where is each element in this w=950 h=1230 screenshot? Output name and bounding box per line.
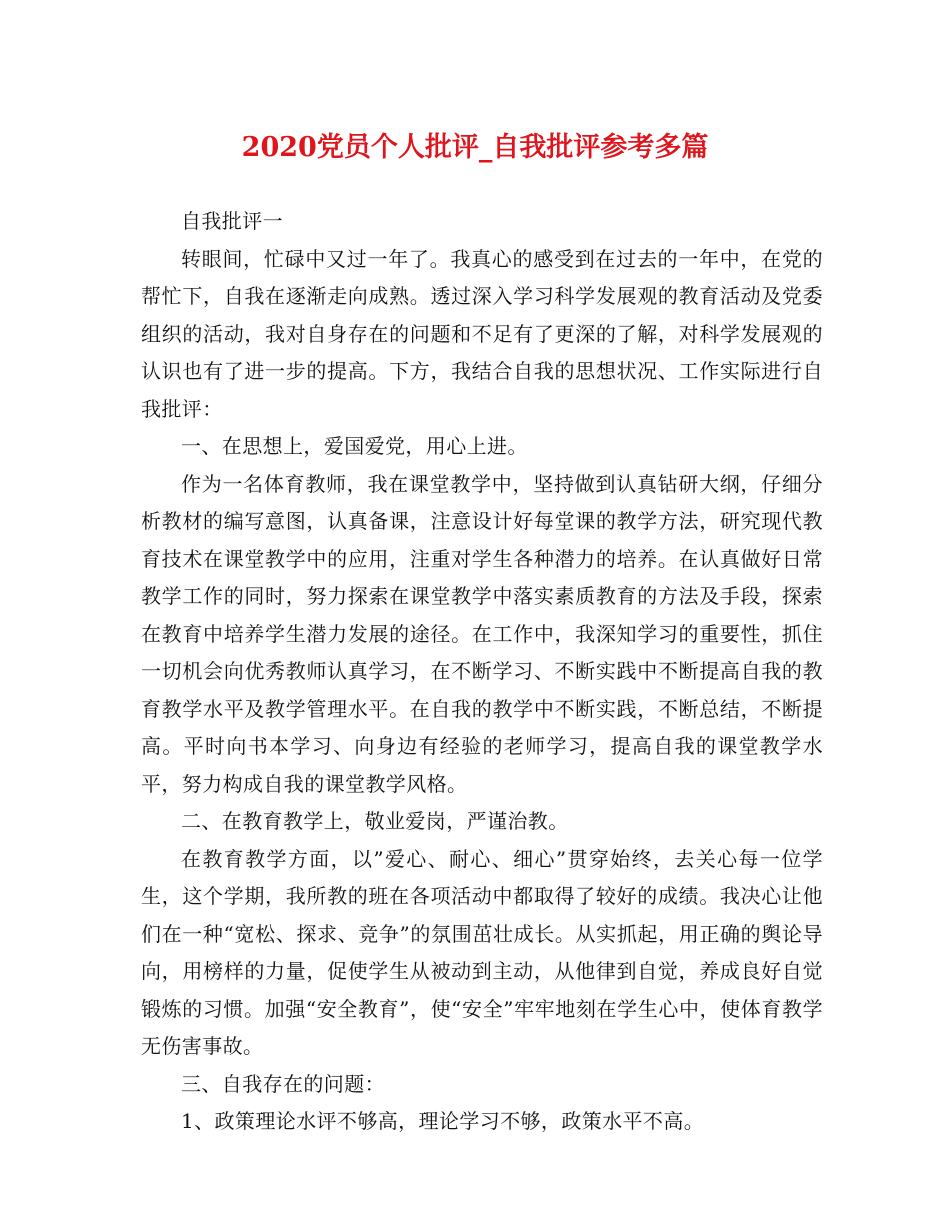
paragraph-education-details: 在教育教学方面，以”爱心、耐心、细心”贯穿始终，去关心每一位学生，这个学期，我所教的班在各项活动中都取得了较好的成绩。我决心让他们在一种“宽松、探求、竞争”的氛围茁壮成长。从实抓起，用正确的舆论导向，用榜样的力量，促使学生从被动到主动，从他律到自觉，养成良好自觉锻炼的习惯。加强“安全教育”，使“安全”牢牢地刻在学生心中，使体育教学无伤害事故。 (141, 846, 823, 1058)
paragraph-intro: 转眼间，忙碌中又过一年了。我真心的感受到在过去的一年中，在党的帮忙下，自我在逐渐走向成熟。透过深入学习科学发展观的教育活动及党委组织的活动，我对自身存在的问题和不足有了更深的了解，对科学发展观的认识也有了进一步的提高。下方，我结合自我的思想状况、工作实际进行自我批评： (141, 246, 823, 421)
section-heading-thought: 一、在思想上，爱国爱党，用心上进。 (181, 434, 528, 458)
document-body (141, 203, 823, 1141)
section-heading-problems: 三、自我存在的问题： (181, 1071, 385, 1096)
section-heading-education: 二、在教育教学上，敬业爱岗，严谨治教。 (181, 809, 569, 833)
problem-item-1: 1、政策理论水评不够高，理论学习不够，政策水平不高。 (181, 1109, 705, 1133)
document-title: 2020党员个人批评_自我批评参考多篇 (241, 132, 709, 163)
paragraph-teaching-practice: 作为一名体育教师，我在课堂教学中，坚持做到认真钻研大纲，仔细分析教材的编写意图，认真备课，注意设计好每堂课的教学方法，研究现代教育技术在课堂教学中的应用，注重对学生各种潜力的培养。在认真做好日常教学工作的同时，努力探索在课堂教学中落实素质教育的方法及手段，探索在教育中培养学生潜力发展的途径。在工作中，我深知学习的重要性，抓住一切机会向优秀教师认真学习，在不断学习、不断实践中不断提高自我的教育教学水平及教学管理水平。在自我的教学中不断实践，不断总结，不断提高。平时向书本学习、向身边有经验的老师学习，提高自我的课堂教学水平，努力构成自我的课堂教学风格。 (141, 471, 823, 796)
section-heading-self-criticism-1: 自我批评一 (181, 209, 283, 233)
